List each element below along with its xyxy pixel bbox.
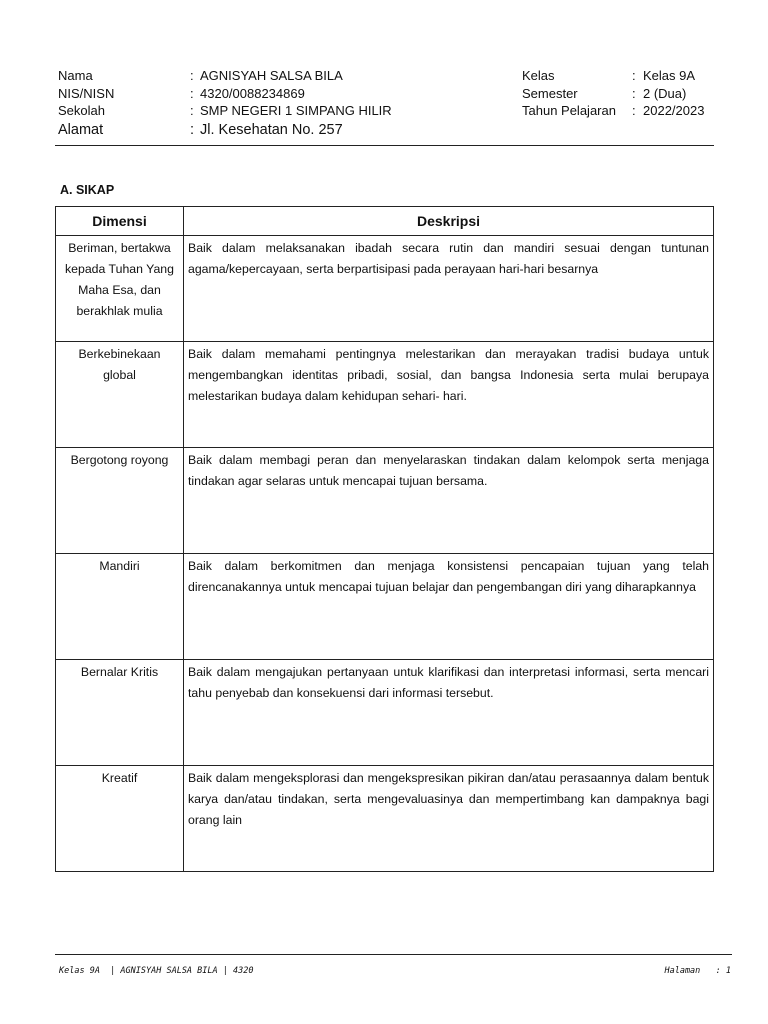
dimensi-cell: Mandiri — [56, 554, 184, 660]
deskripsi-cell: Baik dalam mengeksplorasi dan mengekspresikan pikiran dan/atau perasaannya dalam bentuk karya dan/atau tindakan, serta mengevaluasinya dan mempertimbang kan dampaknya bagi orang lain — [184, 766, 714, 872]
dimensi-cell: Bernalar Kritis — [56, 660, 184, 766]
colon: : — [190, 121, 195, 138]
footer-left-text: Kelas 9A | AGNISYAH SALSA BILA | 4320 — [59, 966, 254, 976]
label-semester: Semester — [522, 85, 578, 101]
deskripsi-cell: Baik dalam mengajukan pertanyaan untuk klarifikasi dan interpretasi informasi, serta mencari tahu penyebab dan konsekuensi dari informasi tersebut. — [184, 660, 714, 766]
value-sekolah: SMP NEGERI 1 SIMPANG HILIR — [200, 103, 392, 118]
dimensi-text: Berkebinekaan global — [78, 347, 161, 382]
header-divider — [55, 145, 714, 146]
colon: : — [190, 85, 194, 101]
table-row — [56, 342, 714, 448]
dimensi-cell: Kreatif — [56, 766, 184, 872]
info-row-nama — [58, 67, 713, 85]
colon: : — [632, 103, 636, 118]
footer-divider — [55, 954, 732, 955]
label-kelas: Kelas — [522, 68, 555, 83]
value-tahun: 2022/2023 — [643, 103, 705, 118]
info-row-alamat — [58, 120, 713, 140]
colon: : — [190, 68, 194, 83]
student-info — [58, 67, 713, 140]
table-row — [56, 554, 714, 660]
deskripsi-cell: Baik dalam memahami pentingnya melestarikan dan merayakan tradisi budaya untuk mengembangkan identitas pribadi, sosial, dan bangsa Indonesia serta mulai berupaya melestarikan budaya dalam kehidupan sehari- hari. — [184, 342, 714, 448]
label-nama: Nama — [58, 68, 93, 83]
colon: : — [190, 103, 194, 118]
deskripsi-cell: Baik dalam berkomitmen dan menjaga konsistensi pencapaian tujuan yang telah direncanakannya untuk mencapai tujuan belajar dan pengembangan diri yang diharapkannya — [184, 554, 714, 660]
section-title: A. SIKAP — [60, 183, 115, 197]
info-row-nis — [58, 85, 713, 103]
dimensi-cell: Bergotong royong — [56, 448, 184, 554]
table-row — [56, 236, 714, 342]
footer-page-number: Halaman : 1 — [664, 966, 731, 976]
deskripsi-cell: Baik dalam melaksanakan ibadah secara rutin dan mandiri sesuai dengan tuntunan agama/kepercayaan, serta berpartisipasi pada perayaan hari-hari besarnya — [184, 236, 714, 342]
value-alamat: Jl. Kesehatan No. 257 — [200, 121, 343, 138]
info-row-sekolah — [58, 102, 713, 120]
dimensi-cell — [56, 342, 184, 448]
label-tahun: Tahun Pelajaran — [522, 103, 616, 118]
deskripsi-cell: Baik dalam membagi peran dan menyelaraskan tindakan dalam kelompok serta menjaga tindakan agar selaras untuk mencapai tujuan bersama. — [184, 448, 714, 554]
value-semester: 2 (Dua) — [643, 85, 687, 101]
table-header-row — [56, 207, 714, 236]
label-sekolah: Sekolah — [58, 103, 105, 118]
header-deskripsi: Deskripsi — [184, 207, 714, 236]
table-row — [56, 766, 714, 872]
colon: : — [632, 85, 636, 101]
label-alamat: Alamat — [58, 121, 104, 138]
dimensi-cell: Beriman, bertakwa kepada Tuhan Yang Maha Esa, dan berakhlak mulia — [56, 236, 184, 342]
value-nama: AGNISYAH SALSA BILA — [200, 68, 343, 83]
value-nis: 4320/0088234869 — [200, 85, 305, 101]
sikap-table — [55, 206, 714, 872]
colon: : — [632, 68, 636, 83]
header-dimensi: Dimensi — [56, 207, 184, 236]
table-row — [56, 448, 714, 554]
label-nis: NIS/NISN — [58, 85, 115, 101]
table-row — [56, 660, 714, 766]
value-kelas: Kelas 9A — [643, 68, 696, 83]
